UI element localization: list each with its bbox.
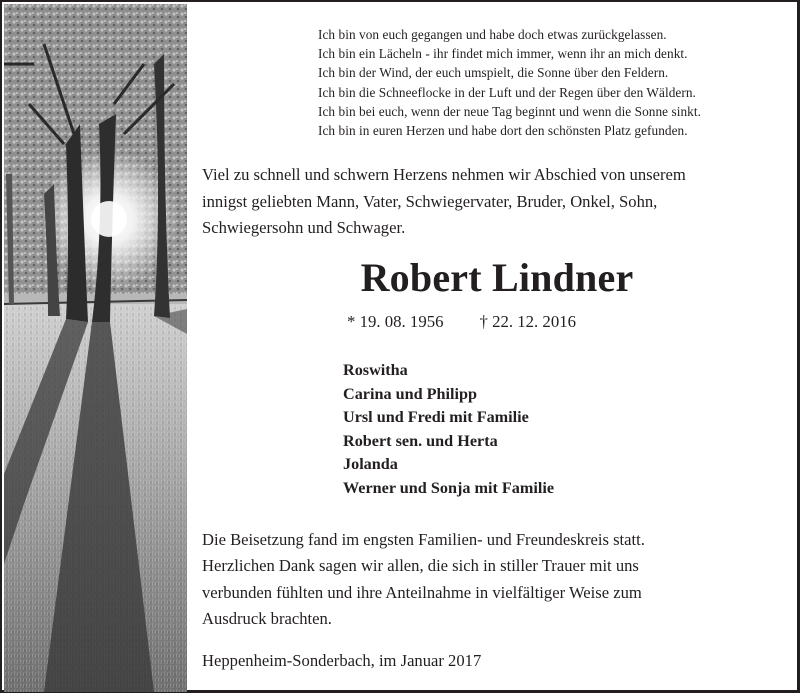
closing-line: Herzlichen Dank sagen wir allen, die sich in stiller Trauer mit uns xyxy=(202,556,639,576)
intro-line: Schwiegersohn und Schwager. xyxy=(202,218,406,237)
poem-line: Ich bin von euch gegangen und habe doch etwas zurückgelassen. xyxy=(318,27,667,42)
family-member: Jolanda xyxy=(343,455,398,474)
family-member: Werner und Sonja mit Familie xyxy=(343,478,555,497)
family-member: Roswitha xyxy=(343,361,408,379)
birth-date: * 19. 08. 1956 xyxy=(347,312,444,331)
closing-line: Die Beisetzung fand im engsten Familien- und Freundeskreis statt. xyxy=(202,530,645,549)
poem-line: Ich bin der Wind, der euch umspielt, die Sonne über den Feldern. xyxy=(318,65,669,81)
poem-line: Ich bin ein Lächeln - ihr findet mich immer, wenn ihr an mich denkt. xyxy=(318,46,688,62)
family-member: Robert sen. und Herta xyxy=(343,431,498,450)
life-dates xyxy=(347,310,576,334)
death-date: † 22. 12. 2016 xyxy=(479,312,576,331)
intro-text xyxy=(202,162,792,242)
tree-photo-icon xyxy=(4,4,187,692)
poem xyxy=(318,25,701,140)
family-member: Ursl und Fredi mit Familie xyxy=(343,408,529,427)
poem-line: Ich bin bei euch, wenn der neue Tag beginnt und wenn die Sonne sinkt. xyxy=(318,103,701,119)
poem-line: Ich bin die Schneeflocke in der Luft und der Regen über den Wäldern. xyxy=(318,84,696,100)
deceased-name: Robert Lindner xyxy=(360,255,634,300)
intro-line: Viel zu schnell und schwern Herzens nehmen wir Abschied von unserem xyxy=(202,165,686,184)
tree-photo xyxy=(4,4,187,692)
closing-line: Ausdruck brachten. xyxy=(202,608,332,628)
poem-line: Ich bin in euren Herzen und habe dort den schönsten Platz gefunden. xyxy=(318,123,688,139)
family-list xyxy=(343,359,554,501)
intro-line: innigst geliebten Mann, Vater, Schwiegervater, Bruder, Onkel, Sohn, xyxy=(202,191,658,211)
family-member: Carina und Philipp xyxy=(343,384,478,403)
closing-line: verbunden fühlten und ihre Anteilnahme in vielfältiger Weise zum xyxy=(202,582,642,602)
closing-text xyxy=(202,527,792,632)
place-date: Heppenheim-Sonderbach, im Januar 2017 xyxy=(202,651,482,670)
